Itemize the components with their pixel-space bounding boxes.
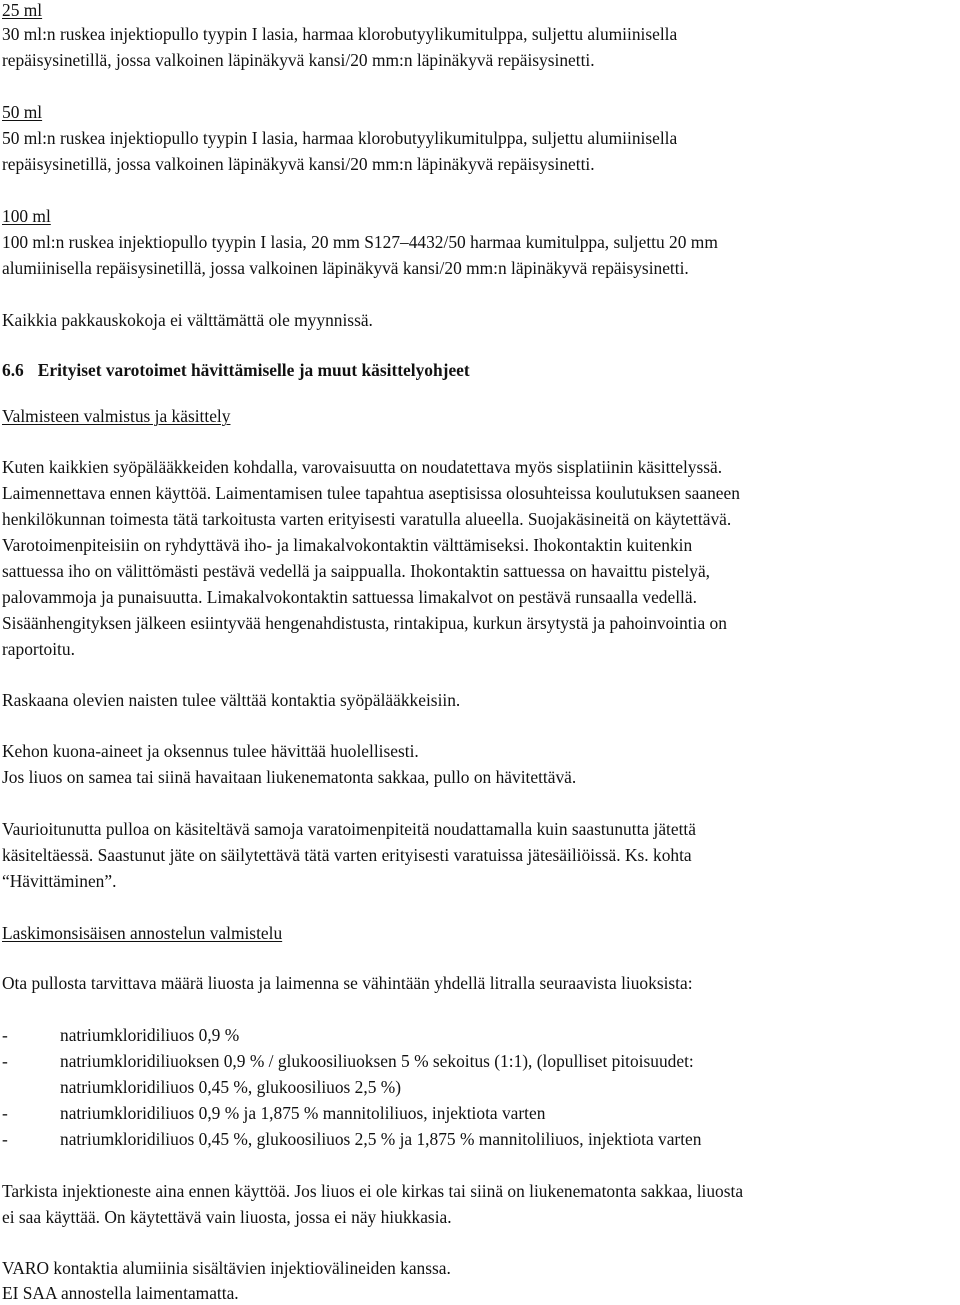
not-all-marketed-note: Kaikkia pakkauskokoja ei välttämättä ole myynnissä. [2,310,373,330]
list-bullet: - [2,1025,8,1045]
pack-100-heading: 100 ml [2,206,51,226]
list-bullet: - [2,1129,8,1149]
list-bullet: - [2,1103,8,1123]
solution-item-text: natriumkloridiliuoksen 0,9 % / glukoosiliuoksen 5 % sekoitus (1:1), (lopulliset pitoisuudet: [60,1051,694,1071]
damaged-line-3: “Hävittäminen”. [2,871,117,891]
prep-line-2: Laimennettava ennen käyttöä. Laimentamisen tulee tapahtua aseptisissa olosuhteissa koulutuksen saaneen [2,483,740,503]
section-title: Erityiset varotoimet hävittämiselle ja muut käsittelyohjeet [37,360,470,380]
prep-line-8: raportoitu. [2,639,75,659]
prep-heading: Valmisteen valmistus ja käsittely [2,406,231,426]
pack-25-heading: 25 ml [2,0,43,20]
pack-25-line-1: 30 ml:n ruskea injektiopullo tyypin I lasia, harmaa klorobutyylikumitulppa, suljettu alumiinisella [2,24,678,44]
list-bullet: - [2,1051,8,1071]
pack-100-line-1: 100 ml:n ruskea injektiopullo tyypin I lasia, 20 mm S127–4432/50 harmaa kumitulppa, suljettu 20 mm [2,232,718,252]
damaged-line-1: Vaurioitunutta pulloa on käsiteltävä samoja varatoimenpiteitä noudattamalla kuin saastunutta jätettä [2,819,696,839]
solution-item-text: natriumkloridiliuos 0,45 %, glukoosiliuos 2,5 % ja 1,875 % mannitoliliuos, injektiota varten [60,1129,702,1149]
prep-line-3: henkilökunnan toimesta tätä tarkoitusta varten erityisesti varatulla alueella. Suojakäsineitä on käytettävä. [2,509,732,529]
pack-100-line-2: alumiinisella repäisysinetillä, jossa valkoinen läpinäkyvä kansi/20 mm:n läpinäkyvä repäisysinetti. [2,258,689,278]
solution-item-text: natriumkloridiliuos 0,9 % ja 1,875 % mannitoliliuos, injektiota varten [60,1103,546,1123]
solution-item-text: natriumkloridiliuos 0,9 % [60,1025,240,1045]
solution-item-text: natriumkloridiliuos 0,45 %, glukoosiliuos 2,5 %) [60,1077,402,1097]
section-heading [2,360,470,380]
iv-intro: Ota pullosta tarvittava määrä liuosta ja laimenna se vähintään yhdellä litralla seuraavista liuoksista: [2,973,693,993]
damaged-line-2: käsiteltäessä. Saastunut jäte on säilytettävä tätä varten erityisesti varatuissa jätesäiliöissä. Ks. kohta [2,845,692,865]
iv-heading: Laskimonsisäisen annostelun valmistelu [2,923,283,943]
prep-line-5: sattuessa iho on välittömästi pestävä vedellä ja saippualla. Ihokontaktin sattuessa on havaittu pistelyä, [2,561,711,581]
waste-line-2: Jos liuos on samea tai siinä havaitaan liukenematonta sakkaa, pullo on hävitettävä. [2,767,577,787]
aluminium-warning: VARO kontaktia alumiinia sisältävien injektiovälineiden kanssa. [2,1258,451,1278]
pack-50-line-2: repäisysinetillä, jossa valkoinen läpinäkyvä kansi/20 mm:n läpinäkyvä repäisysinetti. [2,154,595,174]
check-line-1: Tarkista injektioneste aina ennen käyttöä. Jos liuos ei ole kirkas tai siinä on liukenematonta sakkaa, liuosta [2,1181,744,1201]
pregnancy-warning: Raskaana olevien naisten tulee välttää kontaktia syöpälääkkeisiin. [2,690,461,710]
check-line-2: ei saa käyttää. On käytettävä vain liuosta, jossa ei näy hiukkasia. [2,1207,452,1227]
pack-50-line-1: 50 ml:n ruskea injektiopullo tyypin I lasia, harmaa klorobutyylikumitulppa, suljettu alumiinisella [2,128,678,148]
prep-line-6: palovammoja ja punaisuutta. Limakalvokontaktin sattuessa limakalvot on pestävä runsaalla vedellä. [2,587,697,607]
pack-50-heading: 50 ml [2,102,43,122]
pack-25-line-2: repäisysinetillä, jossa valkoinen läpinäkyvä kansi/20 mm:n läpinäkyvä repäisysinetti. [2,50,595,70]
waste-line-1: Kehon kuona-aineet ja oksennus tulee hävittää huolellisesti. [2,741,419,761]
prep-line-7: Sisäänhengityksen jälkeen esiintyvää hengenahdistusta, rintakipua, kurkun ärsytystä ja pahoinvointia on [2,613,727,633]
undiluted-warning: EI SAA annostella laimentamatta. [2,1283,239,1303]
section-number: 6.6 [2,360,24,380]
prep-line-1: Kuten kaikkien syöpälääkkeiden kohdalla, varovaisuutta on noudatettava myös sisplatiinin käsittelyssä. [2,457,723,477]
prep-line-4: Varotoimenpiteisiin on ryhdyttävä iho- ja limakalvokontaktin välttämiseksi. Ihokontaktin kuitenkin [2,535,693,555]
